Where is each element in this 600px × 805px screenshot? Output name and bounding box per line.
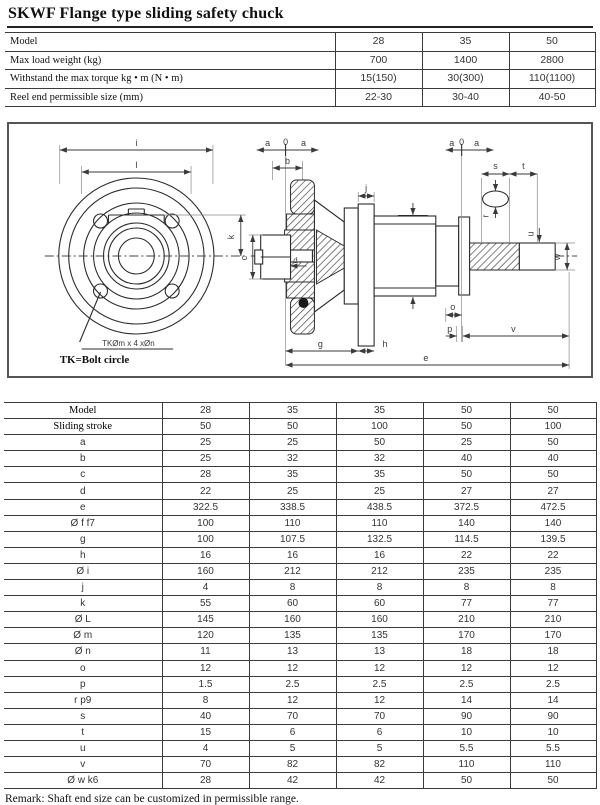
table-row [4,563,596,579]
table-row [4,692,596,708]
row-value: 10 [423,724,510,740]
table-row [4,547,596,563]
front-view [45,138,246,366]
row-value: 25 [249,435,336,451]
row-value: 1400 [422,51,509,70]
row-value: 8 [162,692,249,708]
row-value: 110(1100) [509,70,595,89]
bolt-circle-leader [80,292,101,342]
row-value: 40 [423,451,510,467]
dim-label-t: t [522,160,525,172]
row-value: 30-40 [422,88,509,107]
row-value: 5.5 [510,740,596,756]
row-value: 8 [510,580,596,596]
row-value: 32 [336,451,423,467]
row-label: Sliding stroke [4,419,162,435]
row-value: 16 [336,547,423,563]
row-value: 15 [162,724,249,740]
row-value: 135 [336,628,423,644]
row-value: 100 [162,515,249,531]
row-value: 140 [510,515,596,531]
row-value: 13 [336,644,423,660]
row-value: 40 [162,708,249,724]
title-block [7,0,593,28]
row-label: s [4,708,162,724]
dim-label-a: a [265,137,271,149]
row-value: 8 [336,580,423,596]
spec-table [5,32,596,107]
row-label: j [4,580,162,596]
table-row [4,708,596,724]
dim-label-d: d [293,255,298,266]
dim-label-a: a [474,137,480,149]
row-value: 22 [423,547,510,563]
row-value: 18 [423,644,510,660]
row-value: 1.5 [162,676,249,692]
table-row [4,451,596,467]
row-value: 110 [423,757,510,773]
row-value: 2.5 [249,676,336,692]
row-value: 2800 [509,51,595,70]
row-value: 13 [249,644,336,660]
page-title: SKWF Flange type sliding safety chuck [8,5,284,22]
row-value: 27 [510,483,596,499]
dim-label-p: p [447,323,453,335]
table-row [4,676,596,692]
row-value: 372.5 [423,499,510,515]
row-label: Withstand the max torque kg • m (N • m) [5,70,335,89]
table-row [4,644,596,660]
row-value: 77 [510,596,596,612]
row-value: 70 [162,757,249,773]
row-value: 35 [249,403,336,419]
row-value: 12 [249,692,336,708]
row-value: 25 [336,483,423,499]
row-value: 160 [249,612,336,628]
dim-label-s: s [493,160,498,172]
row-value: 110 [249,515,336,531]
row-label: t [4,724,162,740]
table-row [4,403,596,419]
row-value: 82 [249,757,336,773]
table-row [4,467,596,483]
dim-label-u: u [525,231,536,237]
dim-label-zero: 0 [283,136,289,148]
table-row [5,51,595,70]
row-value: 100 [510,419,596,435]
row-value: 170 [510,628,596,644]
row-value: 28 [335,33,422,52]
row-label: p [4,676,162,692]
row-value: 42 [249,773,336,789]
row-value: 14 [423,692,510,708]
row-value: 35 [249,467,336,483]
row-label: v [4,757,162,773]
row-value: 25 [162,435,249,451]
row-label: u [4,740,162,756]
bolt-circle-formula: TKØm x 4 xØn [102,338,155,349]
dim-label-i: i [135,137,138,149]
dim-label-e: e [423,352,429,364]
row-value: 60 [249,596,336,612]
dim-label-r: r [480,214,491,218]
table-row [5,70,595,89]
bolt-hole [165,214,179,228]
row-value: 100 [336,419,423,435]
table-row [4,740,596,756]
row-value: 35 [336,467,423,483]
table-row [4,419,596,435]
row-label: o [4,660,162,676]
bolt-hole [94,214,108,228]
dim-label-g: g [317,338,323,350]
row-value: 16 [162,547,249,563]
table-row [4,499,596,515]
row-value: 4 [162,740,249,756]
row-value: 40-50 [509,88,595,107]
bolt-hole [165,284,179,298]
row-value: 50 [423,773,510,789]
table-row [4,483,596,499]
row-value: 70 [336,708,423,724]
row-value: 212 [336,563,423,579]
row-value: 12 [162,660,249,676]
row-value: 50 [510,435,596,451]
row-label: Ø n [4,644,162,660]
row-value: 50 [423,419,510,435]
row-label: e [4,499,162,515]
row-label: k [4,596,162,612]
dim-label-b: b [285,155,291,167]
bolt-circle-note: TK=Bolt circle [59,353,130,367]
row-label: Ø w k6 [4,773,162,789]
technical-drawing [9,124,591,376]
row-value: 12 [336,660,423,676]
row-value: 235 [423,563,510,579]
row-label: Reel end permissible size (mm) [5,88,335,107]
row-value: 40 [510,451,596,467]
row-value: 30(300) [422,70,509,89]
row-value: 120 [162,628,249,644]
row-value: 2.5 [510,676,596,692]
row-value: 50 [509,33,595,52]
row-label: Ø L [4,612,162,628]
row-value: 50 [423,467,510,483]
row-value: 14 [510,692,596,708]
row-value: 25 [249,483,336,499]
table-row [4,724,596,740]
table-row [4,435,596,451]
row-value: 50 [249,419,336,435]
dim-label-c: c [238,255,249,261]
row-value: 35 [422,33,509,52]
row-value: 170 [423,628,510,644]
row-value: 6 [249,724,336,740]
row-label: d [4,483,162,499]
table-row [4,773,596,789]
row-value: 11 [162,644,249,660]
row-value: 22 [162,483,249,499]
row-label: g [4,531,162,547]
row-value: 12 [249,660,336,676]
row-value: 140 [423,515,510,531]
dim-label-a: a [300,137,306,149]
table-row [4,515,596,531]
row-value: 50 [423,403,510,419]
row-value: 5.5 [423,740,510,756]
dim-label-l: l [135,159,138,171]
table-row [4,531,596,547]
row-value: 12 [336,692,423,708]
row-label: c [4,467,162,483]
dim-label-j: j [365,182,368,194]
row-value: 114.5 [423,531,510,547]
row-value: 55 [162,596,249,612]
row-value: 90 [423,708,510,724]
keyway-slot-top [483,191,509,207]
row-value: 338.5 [249,499,336,515]
row-label: Max load weight (kg) [5,51,335,70]
table-row [4,660,596,676]
row-label: h [4,547,162,563]
row-value: 2.5 [423,676,510,692]
row-value: 28 [162,467,249,483]
row-value: 10 [510,724,596,740]
row-value: 12 [510,660,596,676]
row-value: 77 [423,596,510,612]
row-value: 132.5 [336,531,423,547]
table-row [4,628,596,644]
row-value: 135 [249,628,336,644]
drawing-panel [7,122,593,378]
row-value: 110 [510,757,596,773]
table-row [5,33,595,52]
remark-text: Remark: Shaft end size can be customized in permissible range. [5,793,299,805]
row-value: 160 [162,563,249,579]
row-value: 32 [249,451,336,467]
row-value: 145 [162,612,249,628]
row-label: Ø m [4,628,162,644]
row-value: 25 [423,435,510,451]
table-row [4,612,596,628]
row-label: Ø f f7 [4,515,162,531]
dim-label-w: w [552,253,563,261]
row-value: 25 [162,451,249,467]
row-value: 22 [510,547,596,563]
row-value: 50 [510,773,596,789]
row-value: 110 [336,515,423,531]
row-label: Model [4,403,162,419]
row-value: 8 [249,580,336,596]
row-label: Ø i [4,563,162,579]
row-value: 700 [335,51,422,70]
row-value: 70 [249,708,336,724]
row-value: 438.5 [336,499,423,515]
row-value: 472.5 [510,499,596,515]
row-value: 160 [336,612,423,628]
keyway-slot [108,209,164,223]
table-row [4,580,596,596]
dim-label-v: v [511,323,516,335]
table-row [5,88,595,107]
row-value: 6 [336,724,423,740]
dim-label-o: o [450,301,456,313]
row-value: 90 [510,708,596,724]
dim-label-zero: 0 [459,136,465,148]
dim-label-h: h [382,338,388,350]
bolt-hole [94,284,108,298]
seal-section [299,298,309,308]
row-value: 50 [510,403,596,419]
dimension-table [4,402,597,789]
row-value: 42 [336,773,423,789]
row-value: 27 [423,483,510,499]
row-label: b [4,451,162,467]
row-label: Model [5,33,335,52]
row-value: 15(150) [335,70,422,89]
row-value: 82 [336,757,423,773]
table-row [4,596,596,612]
row-value: 5 [249,740,336,756]
row-value: 22-30 [335,88,422,107]
row-value: 139.5 [510,531,596,547]
row-value: 12 [423,660,510,676]
table-row [4,757,596,773]
row-value: 100 [162,531,249,547]
row-value: 50 [510,467,596,483]
row-value: 107.5 [249,531,336,547]
side-section-view [239,137,577,369]
row-value: 35 [336,403,423,419]
dim-label-k: k [225,234,236,240]
row-value: 16 [249,547,336,563]
row-value: 235 [510,563,596,579]
row-label: r p9 [4,692,162,708]
row-value: 50 [336,435,423,451]
row-value: 322.5 [162,499,249,515]
row-value: 8 [423,580,510,596]
dim-label-a: a [449,137,455,149]
row-label: a [4,435,162,451]
row-value: 2.5 [336,676,423,692]
row-value: 60 [336,596,423,612]
row-value: 28 [162,403,249,419]
row-value: 5 [336,740,423,756]
row-value: 210 [510,612,596,628]
row-value: 28 [162,773,249,789]
row-value: 50 [162,419,249,435]
row-value: 18 [510,644,596,660]
row-value: 210 [423,612,510,628]
row-value: 4 [162,580,249,596]
row-value: 212 [249,563,336,579]
